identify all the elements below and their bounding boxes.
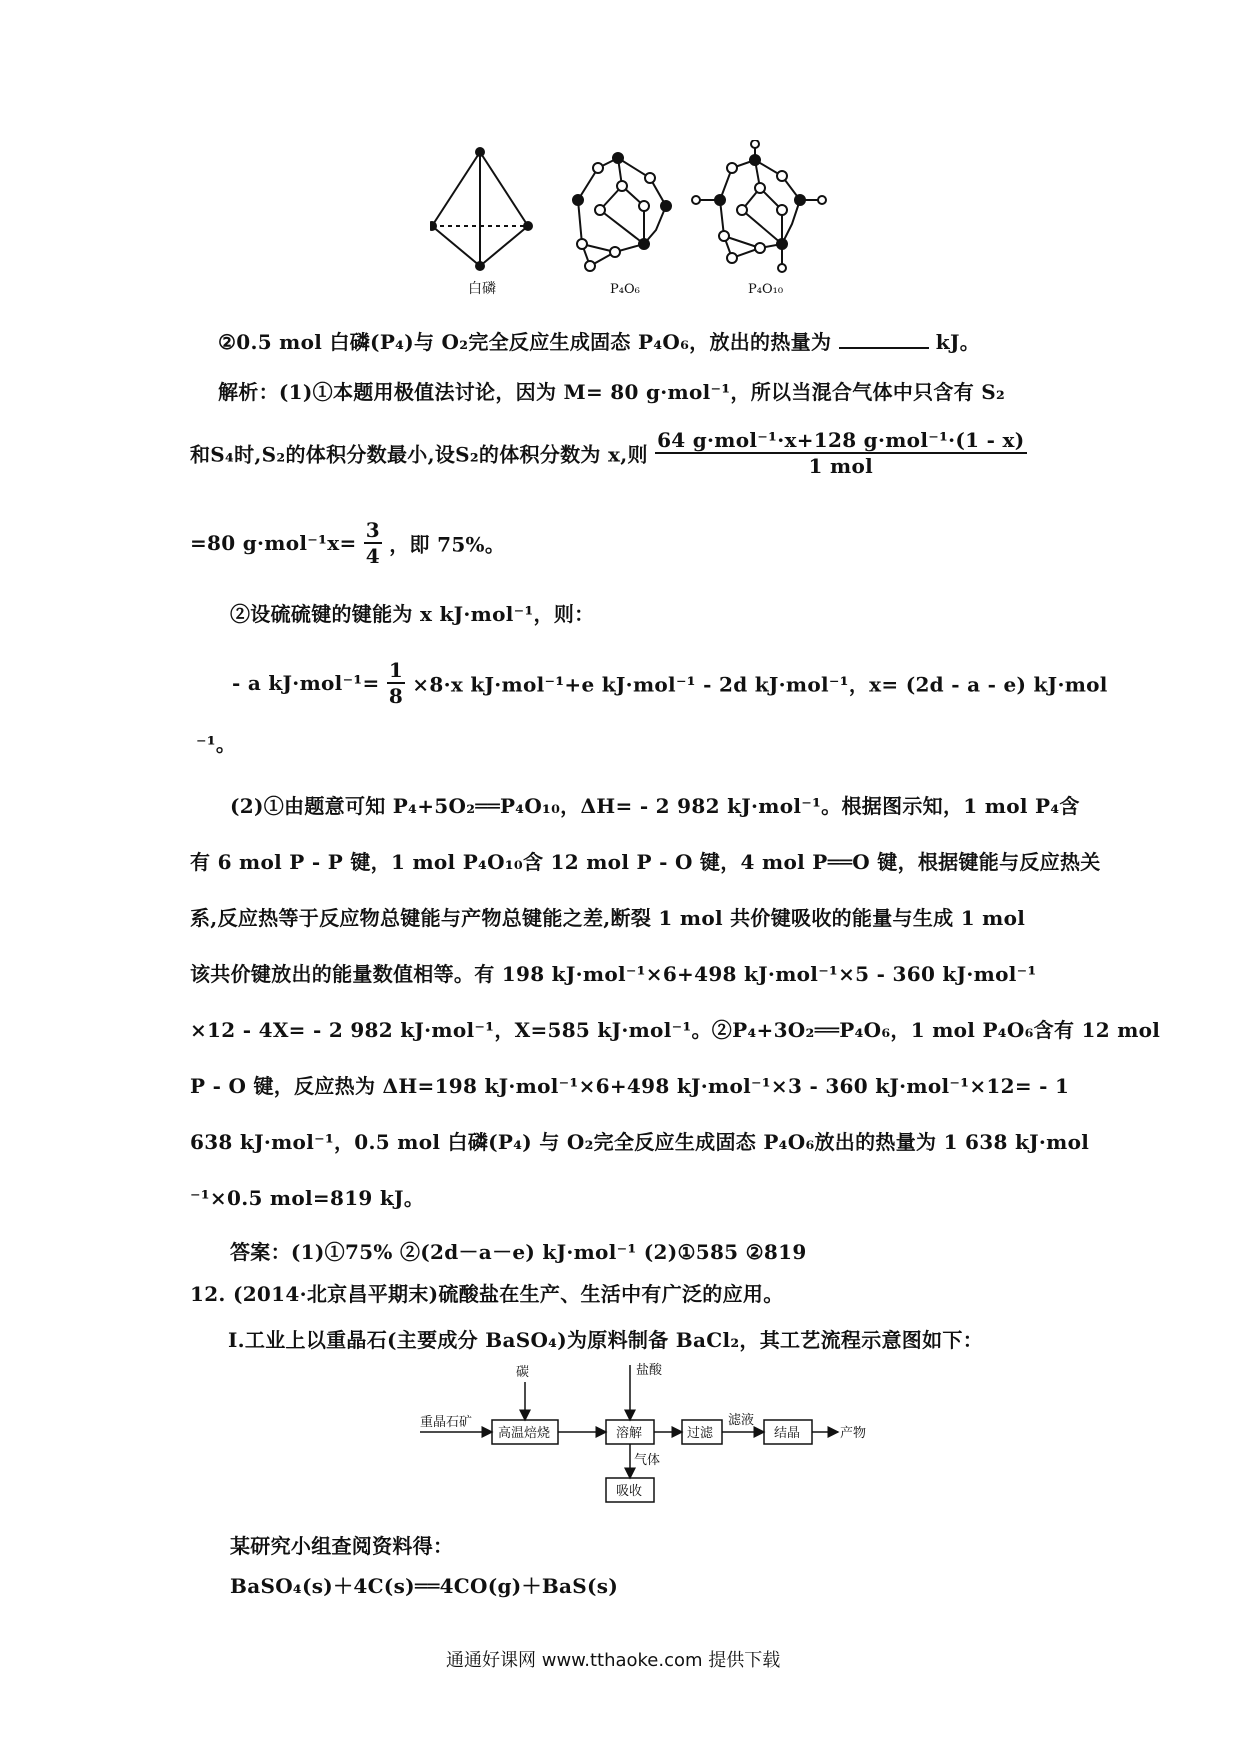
flow-hcl-label: 盐酸	[636, 1363, 663, 1378]
flow-gas-label: 气体	[634, 1453, 661, 1468]
analysis-part2-line-3: 系,反应热等于反应物总键能与产物总键能之差,断裂 1 mol 共价键吸收的能量与生成 1 mol	[190, 906, 1026, 930]
analysis-part2-line-4: 该共价键放出的能量数值相等。有 198 kJ·mol⁻¹×6+498 kJ·mol⁻¹×5 - 360 kJ·mol⁻¹	[190, 962, 1037, 986]
label-p4o6: P₄O₆	[610, 282, 640, 297]
question-part-2	[218, 326, 980, 355]
analysis-part2-line-6: P - O 键，反应热为 ΔH=198 kJ·mol⁻¹×6+498 kJ·mol⁻¹×3 - 360 kJ·mol⁻¹×12= - 1	[190, 1074, 1070, 1098]
fraction-one-eighth-numerator: 1	[388, 658, 404, 682]
analysis-part2-line-1: (2)①由题意可知 P₄+5O₂══P₄O₁₀，ΔH= - 2 982 kJ·mol⁻¹。根据图示知，1 mol P₄含	[230, 794, 1080, 818]
flow-absorb-label: 吸收	[616, 1484, 643, 1499]
analysis-line-2-text: 和S₄时,S₂的体积分数最小,设S₂的体积分数为 x,则	[190, 442, 648, 467]
fraction-three-quarters-numerator: 3	[365, 518, 380, 542]
analysis-line-4: ②设硫硫键的键能为 x kJ·mol⁻¹，则：	[230, 602, 595, 626]
question-part-2-text: ②0.5 mol 白磷(P₄)与 O₂完全反应生成固态 P₄O₆，放出的热量为	[218, 330, 832, 354]
flow-roasting-label: 高温焙烧	[498, 1426, 551, 1441]
label-p4o10: P₄O₁₀	[748, 282, 784, 297]
analysis-part2-line-5: ×12 - 4X= - 2 982 kJ·mol⁻¹，X=585 kJ·mol⁻¹。②P₄+3O₂══P₄O₆，1 mol P₄O₆含有 12 mol	[190, 1018, 1161, 1042]
fraction-one-eighth-denominator: 8	[388, 684, 404, 708]
question-part-2-unit: kJ。	[935, 330, 981, 354]
analysis-line-6: ⁻¹。	[196, 732, 237, 756]
fraction-mass-denominator: 1 mol	[808, 454, 874, 478]
question-12-part-1: Ⅰ.工业上以重晶石(主要成分 BaSO₄)为原料制备 BaCl₂，其工艺流程示意图如下：	[228, 1328, 983, 1352]
question-12-title: 12. (2014·北京昌平期末)硫酸盐在生产、生活中有广泛的应用。	[190, 1282, 784, 1306]
research-intro: 某研究小组查阅资料得：	[230, 1534, 454, 1558]
fraction-one-eighth	[387, 658, 405, 708]
flow-input-label: 重晶石矿	[420, 1415, 473, 1430]
analysis-line-3-text: =80 g·mol⁻¹x=	[190, 531, 357, 555]
flow-dissolve-label: 溶解	[616, 1426, 643, 1441]
fraction-mass-numerator: 64 g·mol⁻¹·x+128 g·mol⁻¹·(1 - x)	[657, 428, 1025, 452]
analysis-line-5	[232, 658, 1108, 708]
analysis-line-1: 解析：(1)①本题用极值法讨论，因为 M= 80 g·mol⁻¹，所以当混合气体中只含有 S₂	[218, 380, 1006, 404]
answer-line: 答案：(1)①75% ②(2d－a－e) kJ·mol⁻¹ (2)①585 ②819	[230, 1240, 807, 1264]
fraction-mass	[655, 428, 1026, 478]
fraction-three-quarters-denominator: 4	[365, 544, 380, 568]
flow-product-label: 产物	[840, 1426, 867, 1441]
label-white-phosphorus: 白磷	[468, 281, 496, 297]
answer-blank[interactable]	[839, 329, 929, 349]
flow-crystallize-label: 结晶	[774, 1426, 801, 1441]
analysis-line-3	[190, 518, 505, 568]
analysis-line-2	[190, 428, 1027, 478]
fraction-three-quarters	[364, 518, 382, 568]
analysis-line-5-text: - a kJ·mol⁻¹=	[232, 671, 380, 695]
analysis-line-5-rest: ×8·x kJ·mol⁻¹+e kJ·mol⁻¹ - 2d kJ·mol⁻¹，x= (2d - a - e) kJ·mol	[412, 672, 1108, 697]
flow-filter-label: 过滤	[687, 1426, 714, 1441]
reaction-equation: BaSO₄(s)＋4C(s)══4CO(g)＋BaS(s)	[230, 1574, 619, 1598]
flow-filtrate-label: 滤液	[728, 1413, 755, 1428]
analysis-line-3-result: ，即 75%。	[389, 532, 506, 557]
analysis-part2-line-2: 有 6 mol P - P 键，1 mol P₄O₁₀含 12 mol P - O 键，4 mol P══O 键，根据键能与反应热关	[190, 850, 1101, 874]
analysis-part2-line-7: 638 kJ·mol⁻¹，0.5 mol 白磷(P₄) 与 O₂完全反应生成固态 P₄O₆放出的热量为 1 638 kJ·mol	[190, 1130, 1090, 1154]
flow-carbon-label: 碳	[516, 1365, 530, 1380]
page-footer: 通通好课网 www.tthaoke.com 提供下载	[446, 1650, 781, 1671]
process-flow-diagram	[420, 1360, 880, 1515]
analysis-part2-line-8: ⁻¹×0.5 mol=819 kJ。	[190, 1186, 425, 1210]
